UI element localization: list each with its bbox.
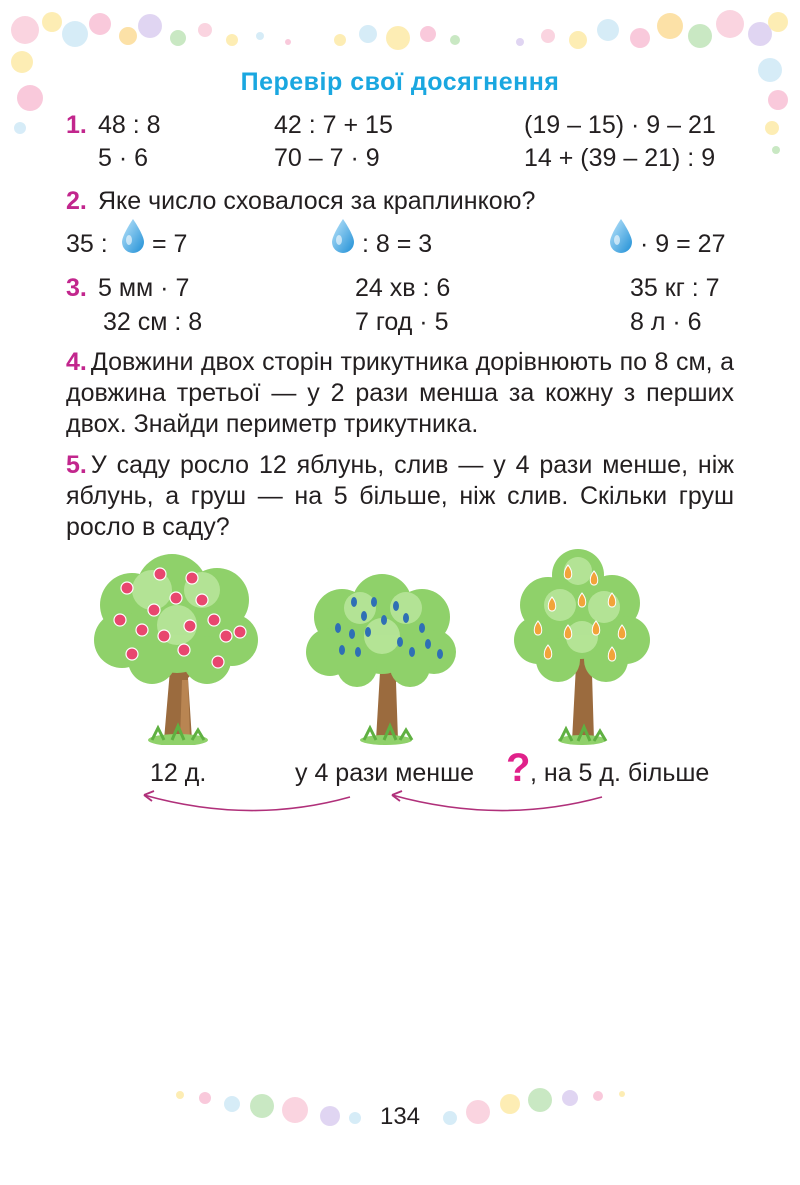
task-5-paragraph [66,450,734,543]
pears-relation-label: , на 5 д. більше [530,759,710,787]
task-1-number: 1. [66,111,87,139]
task-1-expression: 48 : 8 [98,111,161,139]
task-3-expression: 32 см : 8 [103,308,203,336]
task-3-expression: 7 год · 5 [355,308,449,336]
relation-arrows [130,785,620,825]
water-drop-icon [120,218,146,254]
page-number: 134 [379,1103,421,1130]
task-1-expression: 14 + (39 – 21) : 9 [524,144,716,172]
task-3-expression: 5 мм · 7 [98,274,190,302]
apples-count-label: 12 д. [150,759,207,787]
task-3-expression: 35 кг : 7 [630,274,720,302]
task-5-text: У саду росло 12 яблунь, слив — у 4 рази менше, ніж яблунь, а груш — на 5 більше, ніж слив. Скільки груш росло в саду? [66,451,734,541]
task-3-expression: 8 л · 6 [630,308,702,336]
task-2-equation-2-right: : 8 = 3 [362,230,433,258]
task-4-text: Довжини двох сторін трикутника дорівнюють по 8 см, а довжина третьої — у 2 рази менша за кожну з перших двох. Знайди периметр трикутника. [66,348,734,438]
unknown-question-mark: ? [506,746,531,790]
water-drop-icon [608,218,634,254]
task-4-paragraph [66,347,734,440]
pear-tree-illustration [508,545,658,745]
task-1-expression: 42 : 7 + 15 [274,111,393,139]
task-2-equation-1-left: 35 : [66,230,108,258]
task-3-expression: 24 хв : 6 [355,274,451,302]
task-2-number: 2. [66,187,87,215]
plums-relation-label: у 4 рази менше [295,759,475,787]
task-1-expression: (19 – 15) · 9 – 21 [524,111,716,139]
task-1-expression: 5 · 6 [98,144,149,172]
task-5-number: 5. [66,451,87,479]
page-title: Перевір свої досягнення [240,68,560,96]
task-2-question: Яке число сховалося за краплинкою? [98,187,536,215]
task-2-equation-1-right: = 7 [152,230,188,258]
apple-tree-illustration [92,550,262,745]
water-drop-icon [330,218,356,254]
pears-to-plums-arrow [392,795,602,811]
task-2-equation-3-right: · 9 = 27 [640,230,726,258]
task-4-number: 4. [66,348,87,376]
plum-tree-illustration [302,572,462,745]
task-3-number: 3. [66,274,87,302]
plums-to-apples-arrow [144,795,350,811]
task-1-expression: 70 – 7 · 9 [274,144,380,172]
